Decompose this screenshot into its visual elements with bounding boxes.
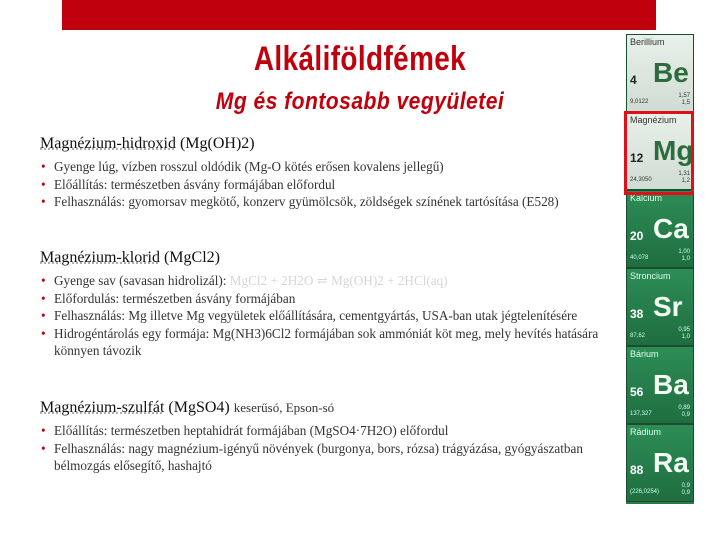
element-mass: (226,0254)	[630, 489, 660, 495]
compound-suffix: keserűsó, Epson-só	[233, 400, 335, 415]
section-heading	[40, 134, 610, 154]
element-tile-ca	[626, 190, 694, 268]
element-tile-ba	[626, 346, 694, 424]
compound-formula: (MgSO4)	[168, 399, 230, 416]
faint-equation: MgCl2 + 2H2O ⇌ Mg(OH)2 + 2HCl(aq)	[229, 273, 448, 288]
element-number: 20	[630, 229, 644, 243]
element-number: 56	[630, 385, 644, 399]
element-symbol: Ca	[653, 213, 689, 244]
element-en: 0,9 0,9	[681, 483, 690, 496]
compound-formula: (Mg(OH)2)	[179, 135, 255, 152]
element-name: Kalcium	[630, 193, 663, 203]
bullet-list	[40, 158, 610, 211]
element-en: 0,95 1,0	[678, 327, 690, 340]
element-name: Magnézium	[630, 115, 677, 125]
list-item: • Előállítás: természetben ásvány formájában előfordul	[40, 176, 610, 194]
element-symbol: Sr	[653, 291, 683, 322]
element-en: 1,57 1,5	[678, 93, 690, 106]
list-item: • Előfordulás: természetben ásvány formájában	[40, 290, 610, 308]
element-tile-be	[626, 34, 694, 112]
element-name: Rádium	[630, 427, 662, 437]
element-symbol: Mg	[653, 135, 694, 166]
element-en: 1,00 1,0	[678, 249, 690, 262]
element-name: Bárium	[630, 349, 659, 359]
list-item: • Gyenge lúg, vízben rosszul oldódik (Mg-O kötés erősen kovalens jellegű)	[40, 158, 610, 176]
element-mass: 137,327	[630, 411, 652, 417]
element-symbol: Ba	[653, 369, 689, 400]
bullet-list	[40, 422, 610, 475]
list-item: • Hidrogéntárolás egy formája: Mg(NH3)6Cl2 formájában sok ammóniát köt meg, mely hevítés hatására könnyen távozik	[40, 325, 610, 360]
section-hydroxide	[40, 134, 610, 211]
element-en: 0,89 0,9	[678, 405, 690, 418]
section-chloride	[40, 248, 610, 360]
element-mass: 40,078	[630, 255, 649, 261]
element-name: Stroncium	[630, 271, 671, 281]
element-tile-ra	[626, 424, 694, 502]
element-mass: 24,3050	[630, 177, 652, 183]
list-item: • Felhasználás: Mg illetve Mg vegyületek előállítására, cementgyártás, USA-ban utak jégtelenítésére	[40, 307, 610, 325]
list-item: • Felhasználás: nagy magnézium-igényű növények (burgonya, bors, rózsa) trágyázása, gyógyászatban bélmozgás elősegítő, hashajtó	[40, 440, 610, 475]
element-number: 88	[630, 463, 644, 477]
bullet-list	[40, 272, 610, 360]
element-number: 12	[630, 151, 644, 165]
periodic-group-strip	[626, 34, 694, 504]
mg-highlight-frame	[624, 111, 694, 195]
element-symbol: Ra	[653, 447, 689, 478]
element-tile-sr	[626, 268, 694, 346]
compound-formula: (MgCl2)	[163, 249, 220, 266]
compound-name: Magnézium-klorid	[40, 249, 160, 266]
list-item: • Előállítás: természetben heptahidrát formájában (MgSO4·7H2O) előfordul	[40, 422, 610, 440]
compound-name: Magnézium-hidroxid	[40, 135, 176, 152]
element-symbol: Be	[653, 57, 689, 88]
list-item: • Felhasználás: gyomorsav megkötő, konzerv gyümölcsök, zöldségek színének tartósítása (E528)	[40, 193, 610, 211]
slide-title: Alkáliföldfémek	[253, 40, 467, 78]
element-number: 38	[630, 307, 644, 321]
header-bar	[62, 0, 656, 30]
list-item	[40, 272, 610, 290]
element-name: Berillium	[630, 37, 665, 47]
list-item-text: Gyenge sav (savasan hidrolizál):	[54, 273, 227, 288]
element-en: 1,31 1,2	[678, 171, 690, 184]
element-number: 4	[630, 73, 637, 87]
section-sulfate	[40, 398, 610, 475]
element-mass: 87,62	[630, 333, 646, 339]
compound-name: Magnézium-szulfát	[40, 399, 165, 416]
section-heading	[40, 398, 610, 418]
section-heading	[40, 248, 610, 268]
element-mass: 9,0122	[630, 99, 649, 105]
slide-subtitle: Mg és fontosabb vegyületei	[215, 88, 505, 115]
